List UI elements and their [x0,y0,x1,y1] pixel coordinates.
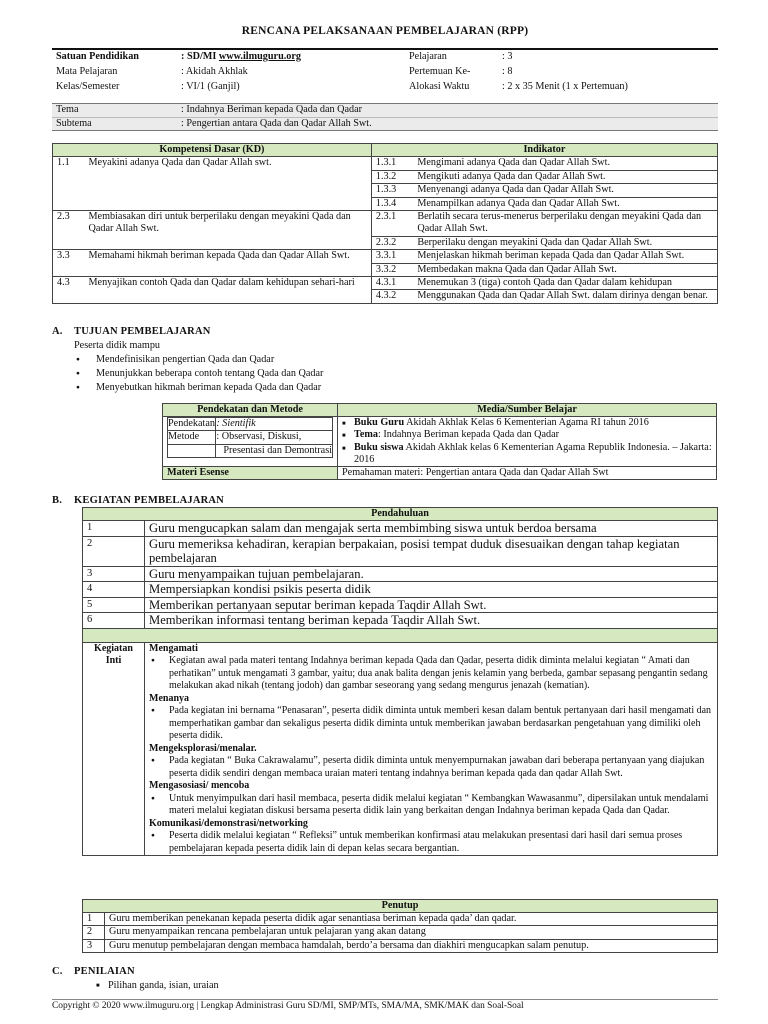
kd-number: 1.1 [53,157,85,211]
indikator-number: 4.3.1 [371,277,413,290]
row-text: Guru menutup pembelajaran dengan membaca hamdalah, berdo’a bersama dan diakhiri mengucapkan salam penutup. [105,939,718,952]
list-item: ■ Tema: Indahnya Beriman kepada Qada dan Qadar [342,429,712,441]
row-text: Guru memeriksa kehadiran, kerapian berpakaian, posisi tempat duduk disesuaikan dengan tahap kegiatan pembelajaran [145,536,718,566]
value-kelas: : VI/1 (Ganjil) [181,80,240,92]
kd-indikator-table [52,143,718,304]
indikator-text: Menampilkan adanya Qada dan Qadar Allah Swt. [413,197,717,210]
step-heading: Menanya [149,692,189,704]
list-item: ● Untuk menyimpulkan dari hasil membaca, peserta didik melalui kegiatan “ Kembangkan Wawasanmu”, dipersilakan untuk mendalami materi melalui kegiatan diskusi bersama peserta didik lain yang berkaitan dengan Indahnya beriman kepada Qada dan Qadar. [149,793,713,818]
table-row [83,521,718,537]
row-number: 2 [83,536,145,566]
list-item: ● Peserta didik melalui kegiatan “ Refleksi” untuk memberikan konfirmasi atau melakukan presentasi dari hasil dari semua proses pembelajaran kepada peserta didik lain di depan kelas secara bergantian. [149,830,713,855]
list-item: ■ Buku siswa Akidah Akhlak kelas 6 Kementerian Agama Republik Indonesia. – Jakarta: 2016 [342,442,712,466]
theme-table [52,103,718,131]
table-row [83,597,718,613]
indikator-text: Mengimani adanya Qada dan Qadar Allah Swt. [413,157,717,170]
row-number: 1 [83,521,145,537]
indikator-number: 3.3.1 [371,250,413,263]
value-metode-2: Presentasi dan Demontrasi [216,444,333,457]
row-text: Memberikan informasi tentang beriman kepada Taqdir Allah Swt. [145,613,718,629]
approach-media-table [162,403,717,480]
table-row [53,211,718,237]
list-item: ● Menyebutkan hikmah beriman kepada Qada dan Qadar [76,381,323,395]
step-heading: Mengasosiasi/ mencoba [149,780,250,791]
media-cell [338,417,717,467]
value-satuan: : SD/MI www.ilmuguru.org [181,51,301,62]
indikator-number: 2.3.1 [371,211,413,237]
label-pertemuan: Pertemuan Ke- [409,65,471,77]
indikator-number: 3.3.2 [371,263,413,276]
assessment-item: ■ Pilihan ganda, isian, uraian [96,979,219,992]
penutup-header: Penutup [83,900,718,913]
activity-table [82,507,718,856]
value-alokasi: : 2 x 35 Menit (1 x Pertemuan) [502,80,628,92]
list-item: ● Pada kegiatan “ Buka Cakrawalamu”, peserta didik diminta untuk menyempurnakan jawaban dari beberapa pertanyaan yang diajukan peserta didik sendiri dengan membaca uraian materi tentang indahnya beriman kepada qada dan qadar Allah Swt. [149,755,713,780]
kd-text: Menyajikan contoh Qada dan Qadar dalam kehidupan sehari-hari [85,277,372,304]
label-pendekatan: Pendekatan [168,418,215,430]
label-mapel: Mata Pelajaran [56,65,118,77]
table-row [83,582,718,598]
indikator-header: Indikator [371,144,717,157]
row-text: Mempersiapkan kondisi psikis peserta didik [145,582,718,598]
value-mapel: : Akidah Akhlak [181,65,248,77]
footer-copyright: Copyright © 2020 www.ilmuguru.org | Lengkap Administrasi Guru SD/MI, SMP/MTs, SMA/MA, SMK/MAK dan Soal-Soal [52,999,718,1013]
table-row [83,926,718,939]
indikator-number: 4.3.2 [371,290,413,303]
kegiatan-inti-content [145,642,718,856]
approach-header: Pendekatan dan Metode [163,404,338,417]
row-text: Guru memberikan penekanan kepada peserta didik agar senantiasa beriman kepada qada’ dan qadar. [105,913,718,926]
kd-text: Membiasakan diri untuk berperilaku dengan meyakini Qada dan Qadar Allah Swt. [85,211,372,250]
row-number: 3 [83,566,145,582]
kd-number: 4.3 [53,277,85,304]
section-a-intro: Peserta didik mampu [74,340,161,351]
step-heading: Mengamati [149,642,198,654]
table-row [53,157,718,170]
indikator-text: Menggunakan Qada dan Qadar Allah Swt. dalam dirinya dengan benar. [413,290,717,303]
value-subtema: : Pengertian antara Qada dan Qadar Allah Swt. [181,117,372,129]
kegiatan-inti-row [83,642,718,856]
identity-table [52,48,718,94]
kd-text: Memahami hikmah beriman kepada Qada dan Qadar Allah Swt. [85,250,372,277]
materi-value: Pemahaman materi: Pengertian antara Qada dan Qadar Allah Swt [338,467,717,480]
step-heading: Mengeksplorasi/menalar. [149,742,257,754]
table-row [83,913,718,926]
row-text: Guru mengucapkan salam dan mengajak serta membimbing siswa untuk berdoa bersama [145,521,718,537]
list-item: ● Pada kegiatan ini bernama “Penasaran”, peserta didik diminta untuk memberi kesan dalam bentuk pertanyaan dari hasil mengamati dan memperhatikan gambar dan sekaligus peserta didik diminta untuk memberikan jawaban berdasarkan pengetahuan yang dimiliki oleh peserta didik. [149,705,713,743]
objective-list [76,353,323,395]
media-header: Media/Sumber Belajar [338,404,717,417]
spacer-row [83,628,718,642]
row-text: Guru menyampaikan tujuan pembelajaran. [145,566,718,582]
document-page [52,0,718,1024]
materi-label: Materi Esense [163,467,338,480]
indikator-text: Menyenangi adanya Qada dan Qadar Allah Swt. [413,184,717,197]
list-item: ● Mendefinisikan pengertian Qada dan Qadar [76,353,323,367]
indikator-number: 1.3.3 [371,184,413,197]
indikator-number: 1.3.2 [371,170,413,183]
table-row [83,566,718,582]
row-number: 3 [83,939,105,952]
kd-number: 2.3 [53,211,85,250]
indikator-number: 1.3.4 [371,197,413,210]
value-pendekatan: : Sientifik [216,418,333,431]
indikator-text: Mengikuti adanya Qada dan Qadar Allah Swt. [413,170,717,183]
table-row [53,277,718,290]
document-title: RENCANA PELAKSANAAN PEMBELAJARAN (RPP) [241,25,529,37]
row-text: Memberikan pertanyaan seputar beriman kepada Taqdir Allah Swt. [145,597,718,613]
value-pertemuan: : 8 [502,65,513,77]
section-b-heading: B. KEGIATAN PEMBELAJARAN [52,495,224,506]
label-alokasi: Alokasi Waktu [409,80,470,92]
kd-header: Kompetensi Dasar (KD) [53,144,372,157]
value-metode: : Observasi, Diskusi, [216,431,333,444]
list-item: ■ Buku Guru Akidah Akhlak Kelas 6 Kementerian Agama RI tahun 2016 [342,417,712,429]
indikator-number: 1.3.1 [371,157,413,170]
row-number: 6 [83,613,145,629]
approach-cell [163,417,338,467]
row-number: 5 [83,597,145,613]
value-tema: : Indahnya Beriman kepada Qada dan Qadar [177,104,718,118]
indikator-text: Membedakan makna Qada dan Qadar Allah Swt. [413,263,717,276]
label-subtema: Subtema [56,117,92,129]
row-number: 1 [83,913,105,926]
table-row [83,939,718,952]
label-tema: Tema [52,104,177,118]
row-number: 2 [83,926,105,939]
indikator-text: Berperilaku dengan meyakini Qada dan Qadar Allah Swt. [413,236,717,249]
label-satuan: Satuan Pendidikan [56,51,139,62]
penutup-table [82,899,718,953]
list-item: ● Menunjukkan beberapa contoh tentang Qada dan Qadar [76,367,323,381]
section-a-body [74,339,323,395]
table-row [53,250,718,263]
row-number: 4 [83,582,145,598]
label-metode: Metode [168,431,216,444]
pendahuluan-header: Pendahuluan [83,508,718,521]
table-row [83,613,718,629]
indikator-text: Menemukan 3 (tiga) contoh Qada dan Qadar dalam kehidupan [413,277,717,290]
row-text: Guru menyampaikan rencana pembelajaran untuk pelajaran yang akan datang [105,926,718,939]
indikator-text: Berlatih secara terus-menerus berperilaku dengan meyakini Qada dan Qadar Allah Swt. [413,211,717,237]
indikator-number: 2.3.2 [371,236,413,249]
value-pelajaran: : 3 [502,51,513,62]
kd-text: Meyakini adanya Qada dan Qadar Allah swt. [85,157,372,211]
kegiatan-inti-label: Kegiatan Inti [83,642,145,856]
section-c-heading: C. PENILAIAN [52,966,135,977]
step-heading: Komunikasi/demonstrasi/networking [149,817,308,829]
indikator-text: Menjelaskan hikmah beriman kepada Qada dan Qadar Allah Swt. [413,250,717,263]
site-link[interactable]: www.ilmuguru.org [218,51,301,62]
table-row [83,536,718,566]
label-pelajaran: Pelajaran [409,51,447,62]
list-item: ● Kegiatan awal pada materi tentang Indahnya beriman kepada Qada dan Qadar, peserta didik diminta melalui kegiatan “ Amati dan perhatikan” untuk mengamati 3 gambar, yaitu; dua anak balita dengan jenis kelamin yang berbeda, gambar sepasang pengantin sedang melakukan akad nikah (tentang jodoh) dan gambar seseorang yang sedang mengurus jenazah (kematian). [149,655,713,693]
section-a-heading: A. TUJUAN PEMBELAJARAN [52,326,211,337]
label-kelas: Kelas/Semester [56,80,120,92]
kd-number: 3.3 [53,250,85,277]
